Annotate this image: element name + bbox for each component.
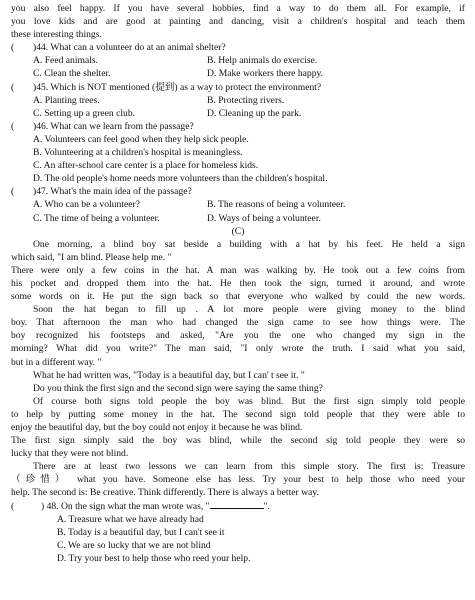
option-d: D. Ways of being a volunteer. [207, 212, 321, 224]
answer-paren[interactable]: ( [11, 120, 15, 132]
answer-blank[interactable] [210, 500, 264, 509]
passage-line: boy. That afternoon the man who had changed the sign came to see how things were. The [11, 317, 465, 329]
passage-line: boy recognized his footsteps and asked, "Are you the one who changed my sign in the [11, 330, 465, 342]
intro-paragraph [11, 2, 465, 41]
option-a: A. Volunteers can feel good when they help sick people. [33, 133, 249, 145]
text-line: these interesting things. [11, 29, 102, 41]
option-a: A. Treasure what we have already had [57, 513, 204, 525]
option-b: B. Today is a beautiful day, but I can't see it [57, 526, 225, 538]
answer-paren[interactable]: ( [11, 186, 15, 198]
question-stem-start: ) 48. On the sign what the man wrote was, " [41, 500, 210, 512]
option-a: A. Planting trees. [33, 94, 100, 106]
section-label: (C) [231, 225, 245, 237]
option-b: B. Help animals do exercise. [207, 55, 318, 67]
passage-line: Soon the hat began to fill up . A lot more people were giving money to the blind [33, 304, 465, 316]
question-stem: )46. What can we learn from the passage? [33, 120, 194, 132]
option-d: D. The old people's home needs more volunteers than the children's hospital. [33, 173, 328, 185]
question-stem: )44. What can a volunteer do at an animal shelter? [33, 42, 226, 54]
option-b: B. Volunteering at a children's hospital is meaningless. [33, 147, 243, 159]
option-c: C. An after-school care center is a place for homeless kids. [33, 160, 259, 172]
option-a: A. Feed animals. [33, 55, 99, 67]
text-line: you love kids and are good at painting and dancing, visit a children's hospital and teach them [11, 16, 465, 28]
passage-line: his pocket and dropped them into the hat. He then took the sign, turned it around, and wrote [11, 277, 465, 289]
passage-line: Do you think the first sign and the second sign were saying the same thing? [33, 382, 323, 394]
option-c: C. Setting up a green club. [33, 107, 136, 119]
passage-line: One morning, a blind boy sat beside a building with a hat by his feet. He held a sign [33, 238, 465, 250]
passage-c [11, 238, 465, 500]
option-b: B. Protecting rivers. [207, 94, 285, 106]
option-d: D. Make workers there happy. [207, 68, 324, 80]
passage-line: There are at least two lessons we can learn from this simple story. The first is: Treasure [33, 461, 465, 473]
passage-line: The first sign simply said the boy was blind, while the second sig told people they were so [11, 435, 465, 447]
question-47 [11, 185, 465, 224]
question-stem-end: ". [263, 500, 270, 512]
passage-line: There were only a few coins in the hat. A man was walking by. He took out a few coins from [11, 264, 465, 276]
answer-paren[interactable]: ( [11, 500, 15, 512]
passage-line: but in a different way. " [11, 356, 102, 368]
question-44 [11, 41, 465, 80]
passage-line: What he had written was, "Today is a beautiful day, but I can' t see it. " [33, 369, 305, 381]
passage-line: Of course both signs told people the boy was blind. But the first sign simply told people [33, 395, 465, 407]
passage-line: lucky that they were not blind. [11, 448, 129, 460]
option-b: B. The reasons of being a volunteer. [207, 199, 346, 211]
option-c: C. We are so lucky that we are not blind [57, 539, 211, 551]
passage-line: help. The second is: Be creative. Think differently. There is always a better way. [11, 487, 319, 499]
question-stem: )47. What's the main idea of the passage? [33, 186, 192, 198]
question-46 [11, 120, 465, 185]
passage-line: （珍惜） what you have. Someone else has less. Try your best to help those who need your [11, 474, 465, 486]
passage-line: morning? What did you write?" The man said, "I only wrote the truth. I said what you said, [11, 343, 465, 355]
passage-line: some words on it. He put the sign back so that everyone who walked by could the new words. [11, 291, 465, 303]
question-stem: )45. Which is NOT mentioned (提到) as a way to protect the environment? [33, 81, 322, 93]
passage-line: enjoy the beautiful day, but the boy could not enjoy it because he was blind. [11, 422, 303, 433]
option-c: C. The time of being a volunteer. [33, 212, 160, 224]
answer-paren[interactable]: ( [11, 81, 15, 93]
passage-line: to help by putting some money in the hat. The second sign told people that they were able to [11, 408, 465, 420]
passage-line: which said, "I am blind. Please help me. " [11, 251, 172, 263]
option-d: D. Try your best to help those who reed your help. [57, 552, 251, 564]
question-48 [11, 500, 465, 565]
question-45 [11, 81, 465, 120]
text-line: you also feel happy. If you have several hobbies, find a way to do them all. For example, if [11, 3, 465, 14]
option-d: D. Cleaning up the park. [207, 107, 302, 119]
option-c: C. Clean the shelter. [33, 68, 111, 80]
answer-paren[interactable]: ( [11, 42, 15, 54]
option-a: A. Who can be a volunteer? [33, 199, 140, 211]
